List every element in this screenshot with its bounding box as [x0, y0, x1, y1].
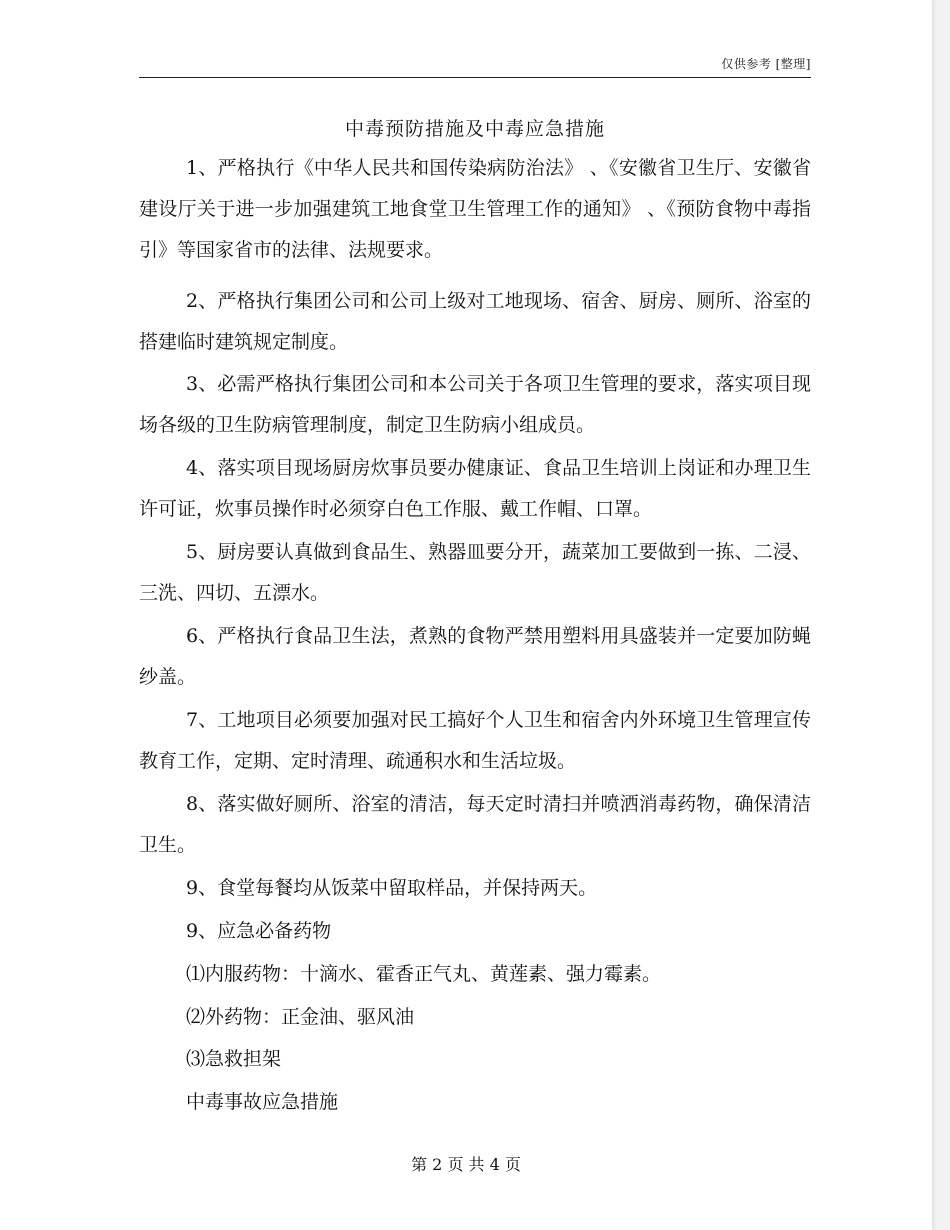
- page-header: [139, 55, 811, 78]
- header-note: 仅供参考 [整理]: [721, 57, 811, 71]
- line-external-medicine: ⑵外药物：正金油、驱风油: [186, 1006, 415, 1028]
- paragraph-2: 2、严格执行集团公司和公司上级对工地现场、宿舍、厨房、厕所、浴室的搭建临时建筑规定制度。: [139, 290, 811, 353]
- line-emergency-medicine: 9、应急必备药物: [186, 920, 332, 942]
- paragraph-1: 1、严格执行《中华人民共和国传染病防治法》 、《安徽省卫生厅、安徽省建设厅关于进一步加强建筑工地食堂卫生管理工作的通知》 、《预防食物中毒指引》等国家省市的法律、法规要求。: [139, 157, 811, 261]
- paragraph-6: 6、严格执行食品卫生法，煮熟的食物严禁用塑料用具盛装并一定要加防蝇纱盖。: [139, 625, 811, 688]
- line-stretcher: ⑶急救担架: [186, 1048, 282, 1070]
- paragraph-7: 7、工地项目必须要加强对民工搞好个人卫生和宿舍内外环境卫生管理宣传教育工作，定期、定时清理、疏通积水和生活垃圾。: [139, 709, 811, 772]
- paragraph-3: 3、必需严格执行集团公司和本公司关于各项卫生管理的要求，落实项目现场各级的卫生防病管理制度，制定卫生防病小组成员。: [139, 373, 811, 436]
- paragraph-8: 8、落实做好厕所、浴室的清洁，每天定时清扫并喷洒消毒药物，确保清洁卫生。: [139, 793, 811, 856]
- document-title: 中毒预防措施及中毒应急措施: [344, 118, 605, 140]
- line-sample-retention: 9、食堂每餐均从饭菜中留取样品，并保持两天。: [186, 877, 598, 899]
- line-section-heading: 中毒事故应急措施: [186, 1091, 339, 1113]
- paragraph-5: 5、厨房要认真做到食品生、熟器皿要分开，蔬菜加工要做到一拣、二浸、三洗、四切、五漂水。: [139, 541, 811, 604]
- paragraph-4: 4、落实项目现场厨房炊事员要办健康证、食品卫生培训上岗证和办理卫生许可证，炊事员操作时必须穿白色工作服、戴工作帽、口罩。: [139, 457, 811, 520]
- line-internal-medicine: ⑴内服药物：十滴水、霍香正气丸、黄莲素、强力霉素。: [186, 963, 662, 985]
- page-footer: 第 2 页 共 4 页: [411, 1155, 521, 1174]
